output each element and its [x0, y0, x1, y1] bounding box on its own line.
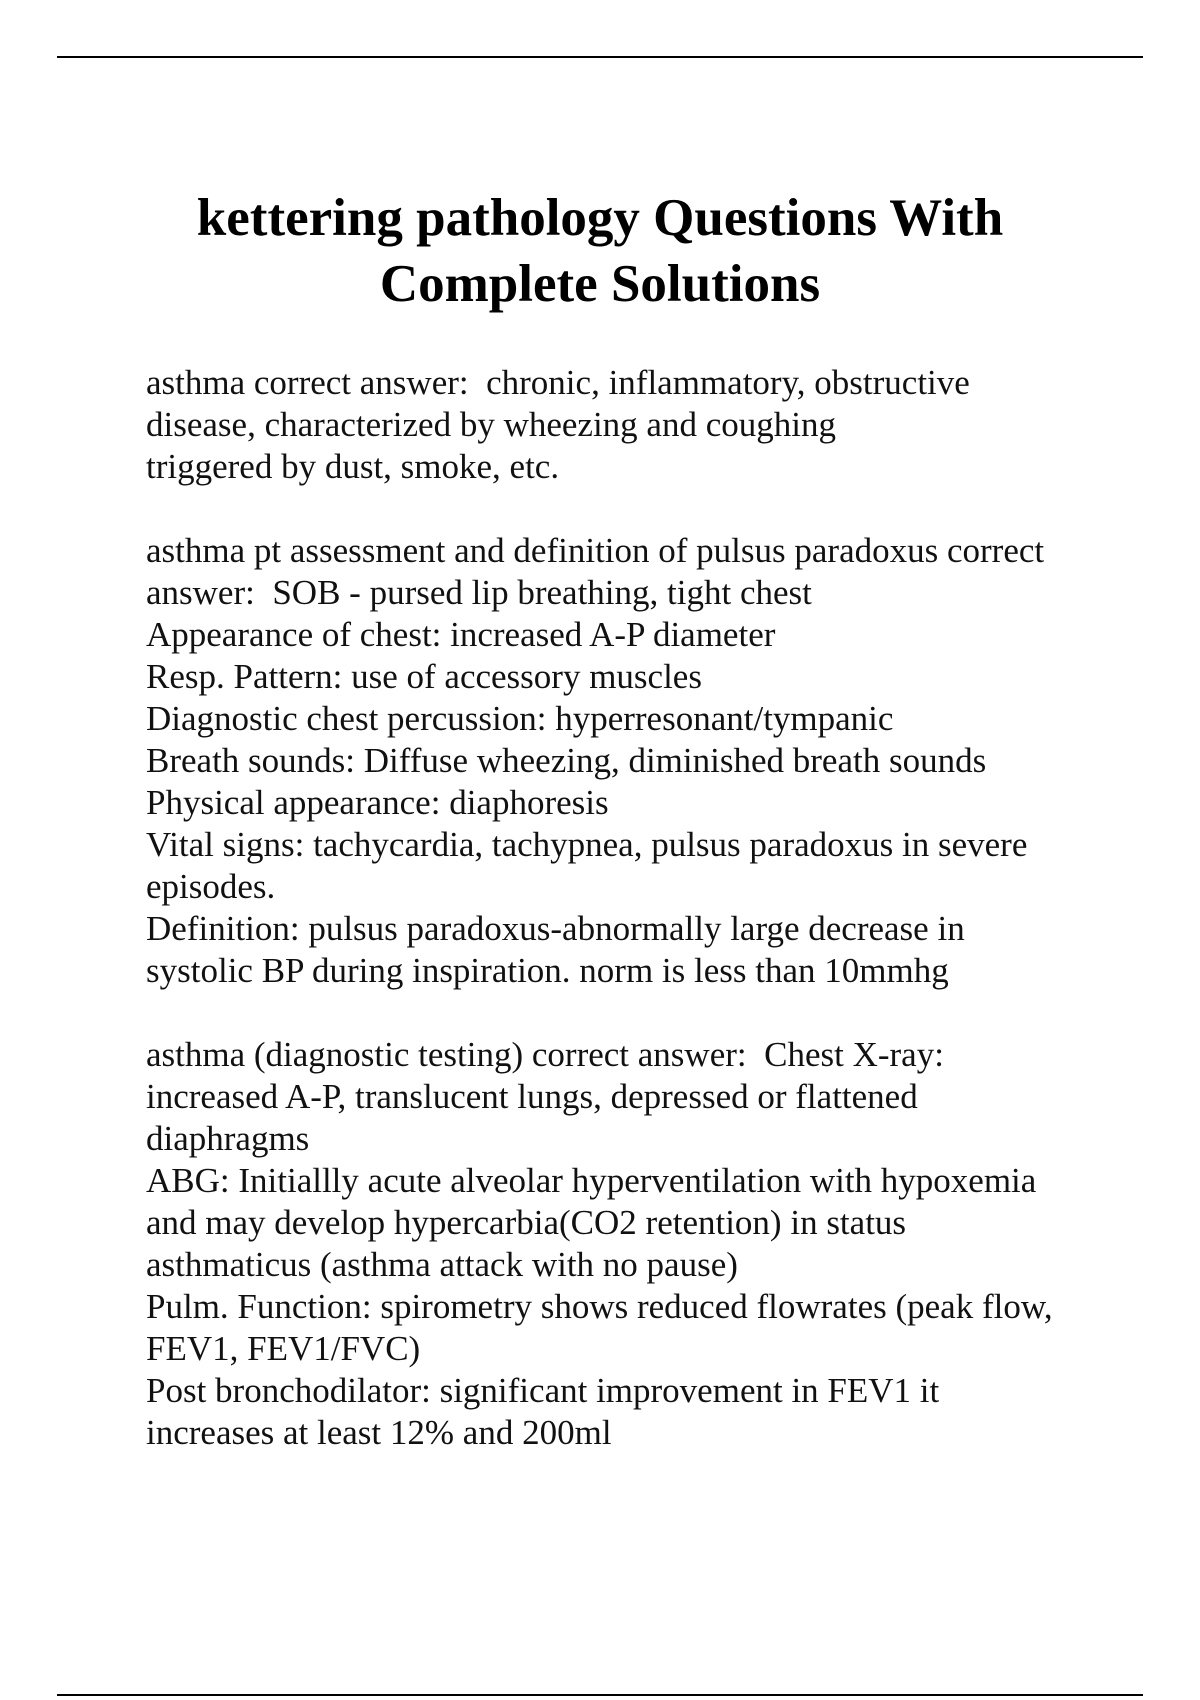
- text-line: diaphragms: [146, 1119, 310, 1158]
- top-rule: [57, 56, 1143, 58]
- text-line: answer: SOB - pursed lip breathing, tight chest: [146, 573, 812, 612]
- text-line: increased A-P, translucent lungs, depressed or flattened: [146, 1077, 918, 1116]
- document-title: [100, 185, 1100, 317]
- text-line: asthmaticus (asthma attack with no pause): [146, 1245, 738, 1284]
- text-line: and may develop hypercarbia(CO2 retention) in status: [146, 1203, 907, 1242]
- text-line: ABG: Initiallly acute alveolar hyperventilation with hypoxemia: [146, 1161, 1037, 1200]
- text-line: Definition: pulsus paradoxus-abnormally large decrease in: [146, 909, 965, 948]
- bottom-rule: [57, 1694, 1143, 1696]
- qa-entry-assessment: [146, 530, 1106, 992]
- text-line: Vital signs: tachycardia, tachypnea, pulsus paradoxus in severe: [146, 825, 1028, 864]
- text-line: asthma correct answer: chronic, inflammatory, obstructive: [146, 363, 970, 402]
- text-line: Diagnostic chest percussion: hyperresonant/tympanic: [146, 699, 894, 738]
- text-line: Appearance of chest: increased A-P diameter: [146, 615, 776, 654]
- text-line: increases at least 12% and 200ml: [146, 1413, 612, 1452]
- text-line: asthma pt assessment and definition of pulsus paradoxus correct: [146, 531, 1045, 570]
- document-body: [146, 362, 1106, 1496]
- text-line: Breath sounds: Diffuse wheezing, diminished breath sounds: [146, 741, 987, 780]
- title-line: Complete Solutions: [379, 255, 821, 313]
- title-line: kettering pathology Questions With: [196, 189, 1004, 247]
- text-line: triggered by dust, smoke, etc.: [146, 447, 560, 486]
- text-line: disease, characterized by wheezing and coughing: [146, 405, 836, 444]
- text-line: Pulm. Function: spirometry shows reduced flowrates (peak flow,: [146, 1287, 1053, 1326]
- text-line: FEV1, FEV1/FVC): [146, 1329, 421, 1368]
- qa-entry-diagnostic-testing: [146, 1034, 1106, 1454]
- text-line: Resp. Pattern: use of accessory muscles: [146, 657, 702, 696]
- text-line: systolic BP during inspiration. norm is less than 10mmhg: [146, 951, 949, 990]
- text-line: Physical appearance: diaphoresis: [146, 783, 609, 822]
- text-line: Post bronchodilator: significant improvement in FEV1 it: [146, 1371, 940, 1410]
- qa-entry-asthma: [146, 362, 1106, 488]
- text-line: episodes.: [146, 867, 276, 906]
- text-line: asthma (diagnostic testing) correct answer: Chest X-ray:: [146, 1035, 944, 1074]
